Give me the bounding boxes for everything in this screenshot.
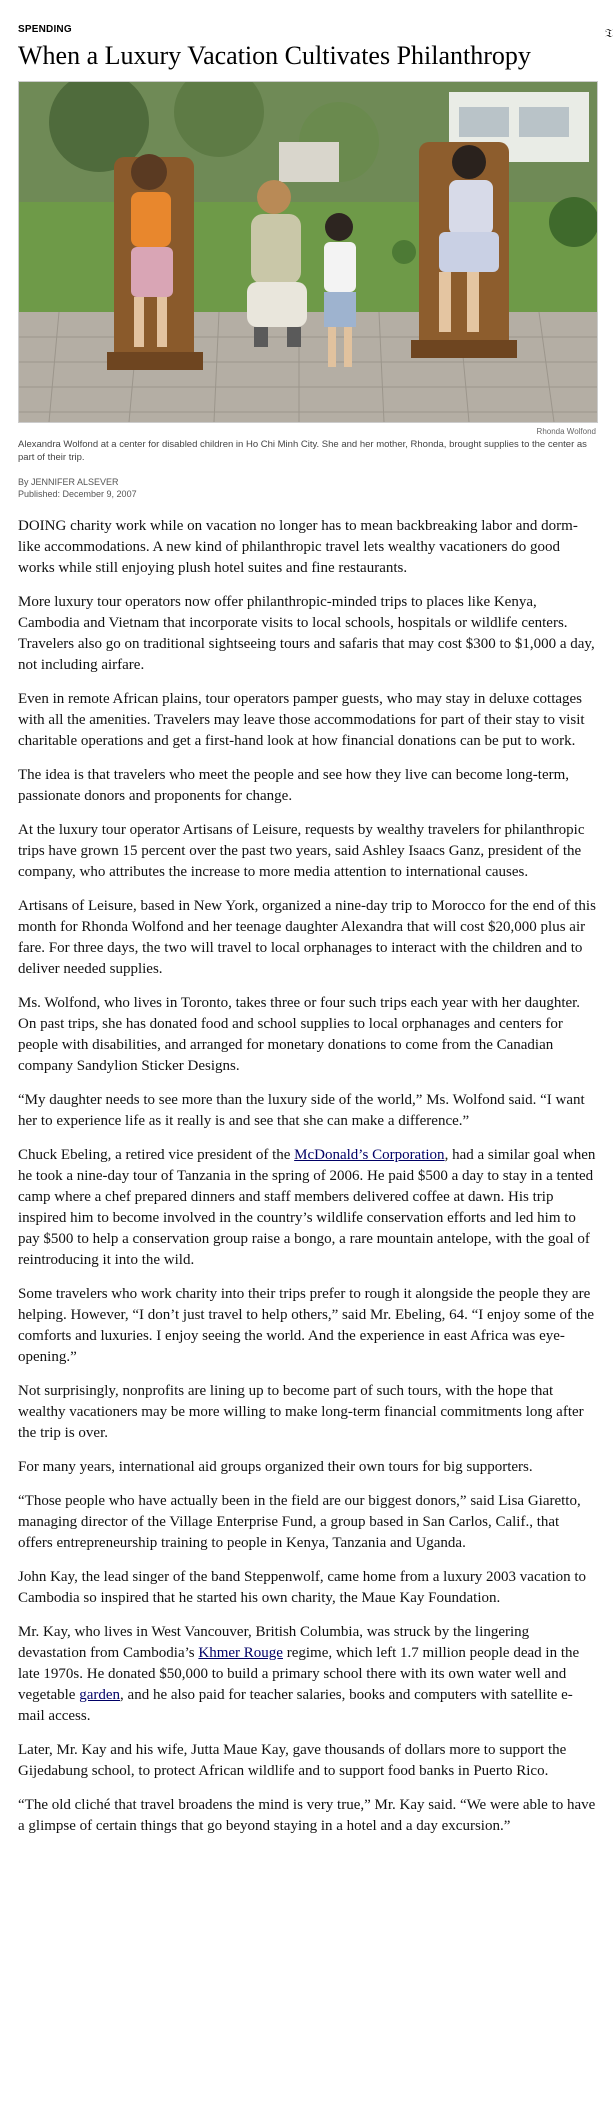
article-photo bbox=[18, 81, 598, 423]
paragraph-text: regime, which left 1.7 million people dead in the late 1970s. He donated $50,000 to build a primary school there with its own water well and vegetable bbox=[18, 1645, 580, 1703]
paragraph-text: Mr. Kay, who lives in West Vancouver, British Columbia, was struck by the lingering devastation from Cambodia’s bbox=[18, 1624, 530, 1661]
photo-caption: Alexandra Wolfond at a center for disabled children in Ho Chi Minh City. She and her mother, Rhonda, brought supplies to the center as part of their trip. bbox=[18, 439, 587, 463]
paragraph: “Those people who have actually been in the field are our biggest donors,” said Lisa Giaretto, managing director of the Village Enterprise Fund, a group based in San Carlos, Calif., that offers entrepreneurship training to people in Kenya, Tanzania and Uganda. bbox=[18, 1493, 581, 1551]
section-label: SPENDING bbox=[18, 24, 72, 35]
article-body bbox=[18, 516, 596, 1837]
paragraph: At the luxury tour operator Artisans of Leisure, requests by wealthy travelers for philanthropic trips have grown 15 percent over the past two years, said Ashley Isaacs Ganz, president of the company, who attributes the increase to more media attention to international causes. bbox=[18, 822, 585, 880]
paragraph-ebeling bbox=[18, 1145, 596, 1271]
paragraph-kay bbox=[18, 1622, 596, 1727]
paragraph-text: , and he also paid for teacher salaries, books and computers with satellite e-mail access. bbox=[18, 1687, 573, 1724]
paragraph: Later, Mr. Kay and his wife, Jutta Maue Kay, gave thousands of dollars more to support the Gijedabung school, to protect African wildlife and to support food banks in Puerto Rico. bbox=[18, 1742, 567, 1779]
paragraph: More luxury tour operators now offer philanthropic-minded trips to places like Kenya, Cambodia and Vietnam that incorporate visits to local schools, hospitals or wildlife centers. Travelers also go on traditional sightseeing tours and safaris that may cost $300 to $1,000 a day, not including airfare. bbox=[18, 594, 595, 673]
logo-mark: 𝔗 bbox=[605, 26, 613, 40]
paragraph-text: Chuck Ebeling, a retired vice president of the bbox=[18, 1147, 295, 1163]
paragraph: John Kay, the lead singer of the band Steppenwolf, came home from a luxury 2003 vacation to Cambodia so inspired that he started his own charity, the Maue Kay Foundation. bbox=[18, 1569, 587, 1606]
paragraph: Not surprisingly, nonprofits are lining up to become part of such tours, with the hope that wealthy vacationers may be more willing to make long-term financial commitments long after the trip is over. bbox=[18, 1383, 584, 1441]
byline-date: Published: December 9, 2007 bbox=[18, 489, 137, 499]
paragraph: Some travelers who work charity into their trips prefer to rough it alongside the people they are helping. However, “I don’t just travel to help others,” said Mr. Ebeling, 64. “I enjoy some of the comforts and luxuries. I enjoy seeing the world. And the experience in east Africa was eye-opening.” bbox=[18, 1286, 595, 1365]
headline: When a Luxury Vacation Cultivates Philanthropy bbox=[18, 41, 531, 70]
paragraph: “The old cliché that travel broadens the mind is very true,” Mr. Kay said. “We were able to have a glimpse of certain things that go beyond staying in a hotel and a day excursion.” bbox=[18, 1797, 596, 1834]
paragraph: For many years, international aid groups organized their own tours for big supporters. bbox=[18, 1459, 533, 1475]
byline-author: By JENNIFER ALSEVER bbox=[18, 477, 119, 487]
paragraph: “My daughter needs to see more than the luxury side of the world,” Ms. Wolfond said. “I want her to experience life as it really is and see that she can make a difference.” bbox=[18, 1092, 585, 1129]
paragraph: Ms. Wolfond, who lives in Toronto, takes three or four such trips each year with her daughter. On past trips, she has donated food and school supplies to local orphanages and centers for people with disabilities, and arranged for monetary donations to come from the Canadian company Sandylion Sticker Designs. bbox=[18, 995, 581, 1074]
byline bbox=[18, 476, 613, 500]
paragraph: DOING charity work while on vacation no longer has to mean backbreaking labor and dorm-like accommodations. A new kind of philanthropic travel lets wealthy vacationers do good works while still enjoying plush hotel suites and fine restaurants. bbox=[18, 518, 578, 576]
garden-link[interactable]: garden bbox=[79, 1687, 121, 1703]
paragraph: The idea is that travelers who meet the people and see how they live can become long-term, passionate donors and proponents for change. bbox=[18, 767, 570, 804]
khmer-rouge-link[interactable]: Khmer Rouge bbox=[198, 1645, 283, 1661]
paragraph-text: , had a similar goal when he took a nine-day tour of Tanzania in the spring of 2006. He paid $500 a day to stay in a tented camp where a chef prepared dinners and staff members delivered coffee at dawn. His trip inspired him to become involved in the country’s wildlife conservation efforts and led him to pay $500 to help a conservation group raise a bongo, a rare mountain antelope, with the goal of reintroducing it into the wild. bbox=[18, 1147, 596, 1268]
article bbox=[18, 24, 613, 1837]
paragraph: Even in remote African plains, tour operators pamper guests, who may stay in deluxe cottages with all the amenities. Travelers may leave those accommodations for part of their stay to visit charitable operations and get a first-hand look at how financial donations can be put to work. bbox=[18, 691, 585, 749]
mcdonalds-link[interactable]: McDonald’s Corporation bbox=[294, 1147, 445, 1163]
photo-credit: Rhonda Wolfond bbox=[536, 427, 596, 436]
paragraph: Artisans of Leisure, based in New York, organized a nine-day trip to Morocco for the end of this month for Rhonda Wolfond and her teenage daughter Alexandra that will cost $20,000 plus air fare. For three days, the two will travel to local orphanages to interact with the children and to deliver needed supplies. bbox=[18, 898, 596, 977]
